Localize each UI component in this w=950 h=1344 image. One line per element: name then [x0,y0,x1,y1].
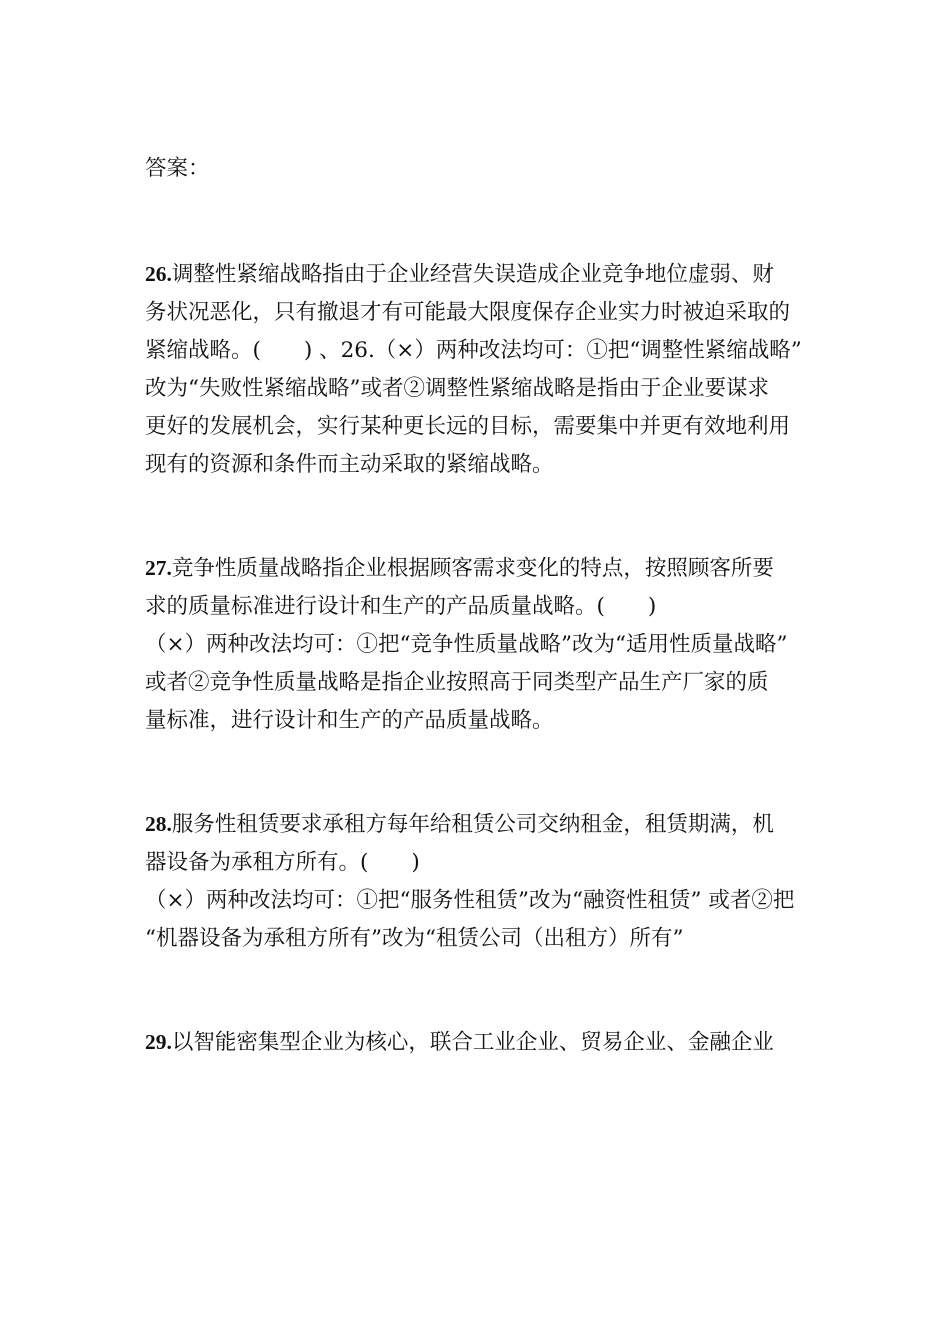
question-number: 29. [145,1030,172,1054]
document-page [145,150,810,1127]
answer-line: 或者②竞争性质量战略是指企业按照高于同类型产品生产厂家的质 [145,670,769,695]
question-27 [145,549,810,740]
question-line: 改为“失败性紧缩战略”或者②调整性紧缩战略是指由于企业要谋求 [145,376,769,401]
question-number: 26. [145,262,172,286]
question-line: 更好的发展机会，实行某种更长远的目标，需要集中并更有效地利用 [145,414,791,439]
question-28 [145,805,810,958]
question-29 [145,1023,810,1062]
question-line: 现有的资源和条件而主动采取的紧缩战略。 [145,452,554,477]
question-text: 服务性租赁要求承租方每年给租赁公司交纳租金，租赁期满，机 [171,812,774,837]
question-text: 竞争性质量战略指企业根据顾客需求变化的特点，按照顾客所要 [171,556,774,581]
question-26 [145,255,810,484]
question-line: 求的质量标准进行设计和生产的产品质量战略。( ) [145,594,657,619]
question-text: 以智能密集型企业为核心，联合工业企业、贸易企业、金融企业 [171,1030,774,1055]
answer-line: （×）两种改法均可：①把“服务性租赁”改为“融资性租赁” 或者②把 [145,888,795,913]
question-line: 器设备为承租方所有。( ) [145,850,420,875]
answer-line: “机器设备为承租方所有”改为“租赁公司（出租方）所有” [145,926,684,951]
answer-line: （×）两种改法均可：①把“竞争性质量战略”改为“适用性质量战略” [145,632,788,657]
answer-label: 答案： [145,156,210,181]
question-text: 调整性紧缩战略指由于企业经营失误造成企业竞争地位虚弱、财 [171,262,774,287]
question-line [145,1023,810,1062]
question-number: 27. [145,556,172,580]
question-line: 务状况恶化，只有撤退才有可能最大限度保存企业实力时被迫采取的 [145,300,791,325]
answer-line: 量标准，进行设计和生产的产品质量战略。 [145,708,554,733]
question-line: 紧缩战略。( ) 、26.（×）两种改法均可：①把“调整性紧缩战略” [145,338,802,363]
question-line [145,549,810,588]
question-number: 28. [145,812,172,836]
question-line [145,805,810,844]
question-line [145,255,810,294]
